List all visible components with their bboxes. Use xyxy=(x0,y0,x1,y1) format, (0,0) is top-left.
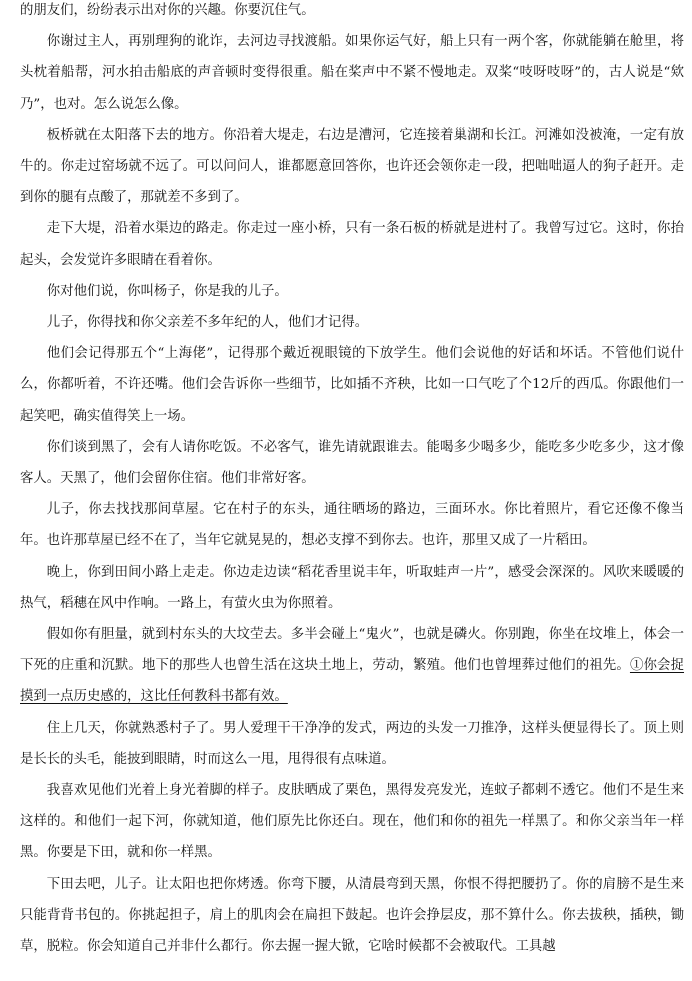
paragraph-10: 晚上，你到田间小路上走走。你边走边读“稻花香里说丰年，听取蛙声一片”，感受会深深的。风吹来暖暖的热气，稻穗在风中作响。一路上，有萤火虫为你照着。 xyxy=(20,564,684,611)
paragraph-1: 的朋友们，纷纷表示出对你的兴趣。你要沉住气。 xyxy=(20,3,315,18)
paragraph-2: 你谢过主人，再别理狗的讹诈，去河边寻找渡船。如果你运气好，船上只有一两个客，你就能躺在舱里，将头枕着船帮，河水拍击船底的声音顿时变得很重。船在桨声中不紧不慢地走。双桨“吱呀吱呀”的，古人说是“欸乃”，也对。怎么说怎么像。 xyxy=(20,34,684,112)
underlined-sentence: ①你会捉摸到一点历史感的，这比任何教科书都有效。 xyxy=(20,658,685,705)
paragraph-13: 我喜欢见他们光着上身光着脚的样子。皮肤晒成了栗色，黑得发亮发光，连蚊子都刺不透它。他们不是生来这样的。和他们一起下河，你就知道，他们原先比你还白。现在，他们和你的祖先一样黑了。和你父亲当年一样黑。你要是下田，就和你一样黑。 xyxy=(20,783,684,861)
paragraph-11-text: 假如你有胆量，就到村东头的大坟茔去。多半会碰上“鬼火”，也就是磷火。你别跑，你坐在坟堆上，体会一下死的庄重和沉默。地下的那些人也曾生活在这块土地上，劳动，繁殖。他们也曾埋葬过他们的祖先。 xyxy=(20,627,684,674)
paragraph-9: 儿子，你去找找那间草屋。它在村子的东头，通往晒场的路边，三面环水。你比着照片，看它还像不像当年。也许那草屋已经不在了，当年它就晃晃的，想必支撑不到你去。也许，那里又成了一片稻田。 xyxy=(20,502,684,549)
paragraph-7: 他们会记得那五个“上海佬”，记得那个戴近视眼镜的下放学生。他们会说他的好话和坏话。不管他们说什么，你都听着，不许还嘴。他们会告诉你一些细节，比如插不齐秧，比如一口气吃了个12斤的西瓜。你跟他们一起笑吧，确实值得笑上一场。 xyxy=(20,346,684,424)
paragraph-3: 板桥就在太阳落下去的地方。你沿着大堤走，右边是漕河，它连接着巢湖和长江。河滩如没被淹，一定有放牛的。你走过窑场就不远了。可以问问人，谁都愿意回答你，也许还会领你走一段，把咄咄逼人的狗子赶开。走到你的腿有点酸了，那就差不多到了。 xyxy=(20,127,684,206)
paragraph-5: 你对他们说，你叫杨子，你是我的儿子。 xyxy=(46,283,288,299)
paragraph-8: 你们谈到黑了，会有人请你吃饭。不必客气，谁先请就跟谁去。能喝多少喝多少，能吃多少吃多少，这才像客人。天黑了，他们会留你住宿。他们非常好客。 xyxy=(20,439,684,487)
paragraph-12: 住上几天，你就熟悉村子了。男人爱理干干净净的发式，两边的头发一刀推净，这样头便显得长了。顶上则是长长的头毛，能披到眼睛，时而这么一甩，甩得很有点味道。 xyxy=(20,720,684,767)
paragraph-4: 走下大堤，沿着水渠边的路走。你走过一座小桥，只有一条石板的桥就是进村了。我曾写过它。这时，你抬起头，会发觉许多眼睛在看着你。 xyxy=(20,221,684,268)
paragraph-6: 儿子，你得找和你父亲差不多年纪的人，他们才记得。 xyxy=(46,315,369,331)
paragraph-14: 下田去吧，儿子。让太阳也把你烤透。你弯下腰，从清晨弯到天黑，你恨不得把腰扔了。你的肩膀不是生来只能背背书包的。你挑起担子，肩上的肌肉会在扁担下鼓起。也许会挣层皮，那不算什么。你去拔秧，插秧，锄草，脱粒。你会知道自己并非什么都行。你去握一握大锨，它啥时候都不会被取代。工具越 xyxy=(20,876,684,955)
paragraph-11 xyxy=(20,619,684,713)
